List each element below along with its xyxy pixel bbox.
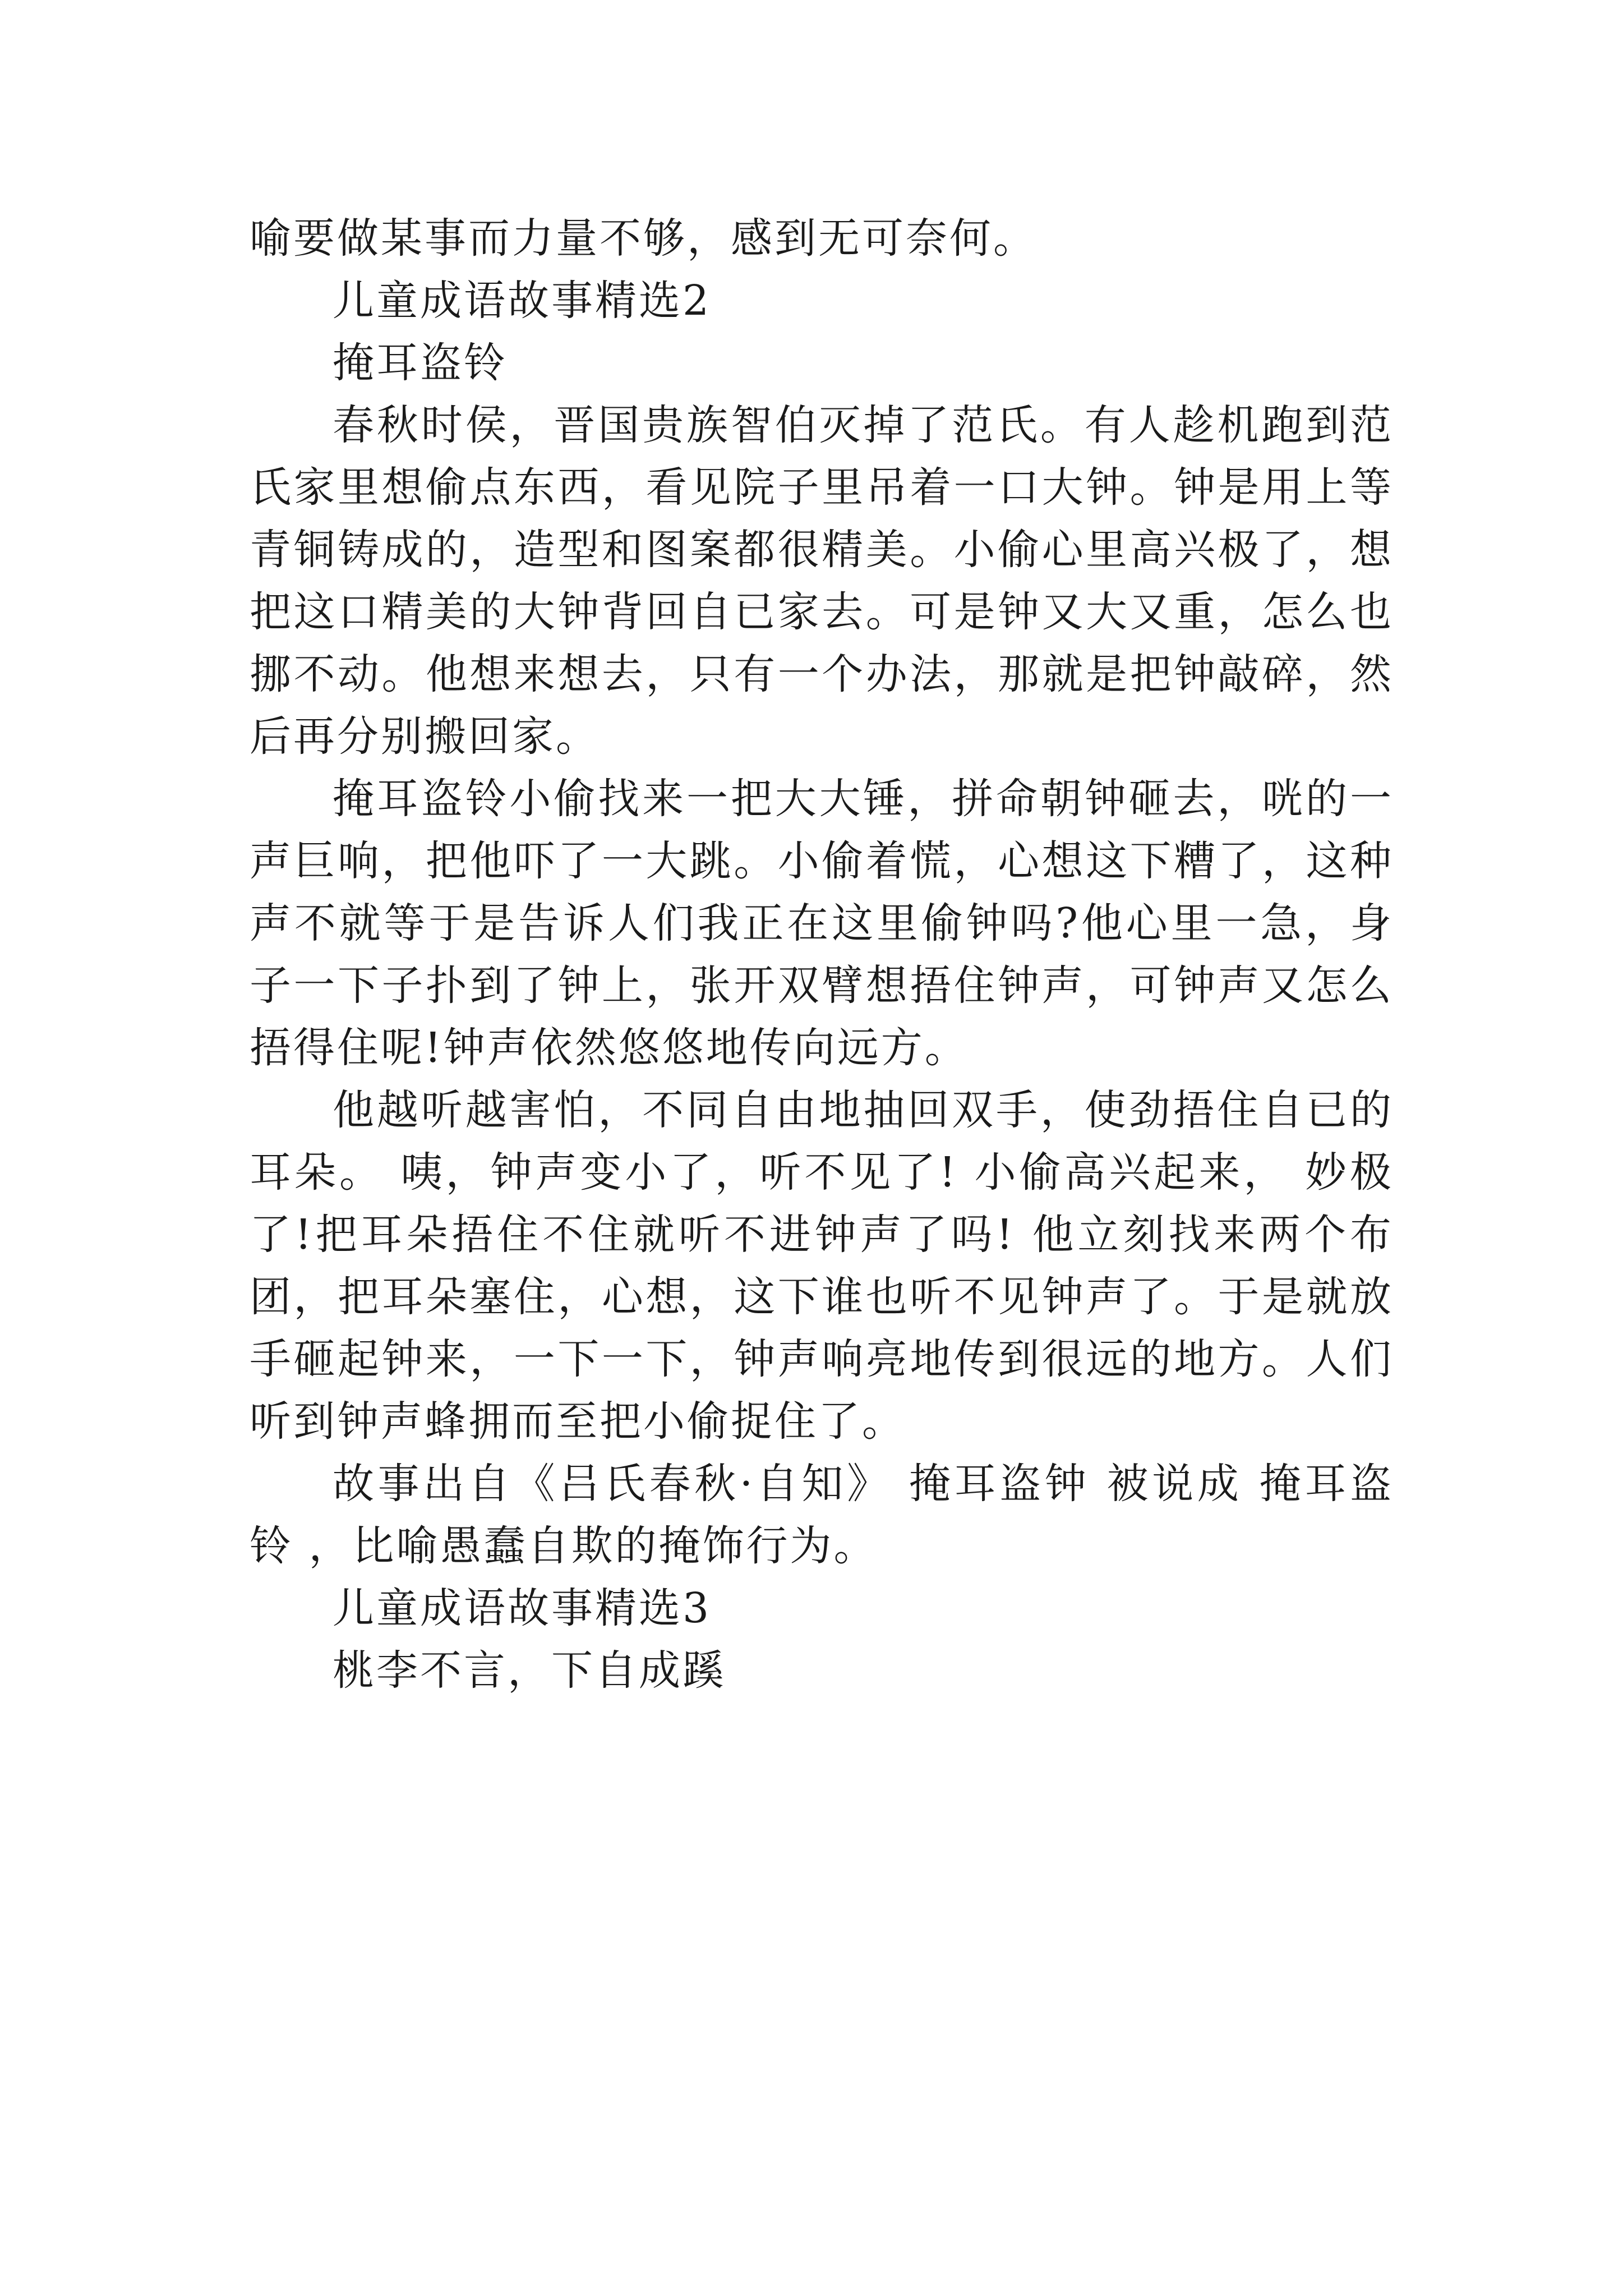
paragraph-6: 他越听越害怕，不同自由地抽回双手，使劲捂住自已的耳朵。 咦，钟声变小了，听不见了! 小偷高兴起来， 妙极了!把耳朵捂住不住就听不进钟声了吗! 他立刻找来两个布团，把耳朵塞住，心想，这下谁也听不见钟声了。于是就放手砸起钟来，一下一下，钟声响亮地传到很远的地方。人们听到钟声蜂拥而至把小偷捉住了。 (250, 1086, 1394, 1446)
section-heading-3: 儿童成语故事精选3 (333, 1584, 712, 1632)
paragraph-4: 春秋时侯，晋国贵族智伯灭掉了范氏。有人趁机跑到范氏家里想偷点东西，看见院子里吊着一口大钟。钟是用上等青铜铸成的，造型和图案都很精美。小偷心里高兴极了，想把这口精美的大钟背回自已家去。可是钟又大又重，怎么也挪不动。他想来想去，只有一个办法，那就是把钟敲碎，然后再分别搬回家。 (250, 401, 1394, 761)
paragraph-1: 喻要做某事而力量不够，感到无可奈何。 (250, 214, 1037, 263)
story-title: 掩耳盗铃 (333, 339, 508, 387)
story-title-2: 桃李不言，下自成蹊 (333, 1646, 726, 1695)
document-page (250, 208, 1394, 1702)
paragraph-5: 掩耳盗铃小偷找来一把大大锤，拼命朝钟砸去，咣的一声巨响，把他吓了一大跳。小偷着慌，心想这下糟了，这种声不就等于是告诉人们我正在这里偷钟吗?他心里一急，身子一下子扑到了钟上，张开双臂想捂住钟声，可钟声又怎么捂得住呢!钟声依然悠悠地传向远方。 (250, 775, 1394, 1072)
section-heading-2: 儿童成语故事精选2 (333, 277, 712, 325)
paragraph-7: 故事出自《吕氏春秋·自知》 掩耳盗钟 被说成 掩耳盗铃 ，比喻愚蠢自欺的掩饰行为。 (250, 1460, 1394, 1570)
